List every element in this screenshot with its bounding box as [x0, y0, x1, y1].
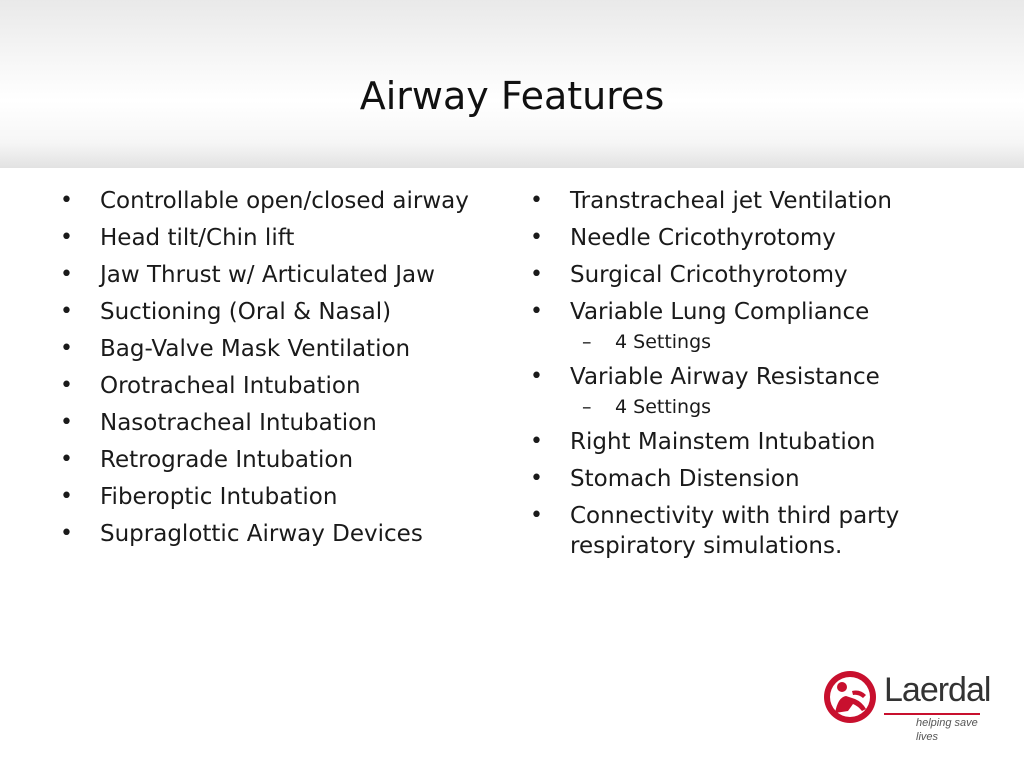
title-banner	[0, 0, 1024, 168]
logo-wordmark: Laerdal	[884, 671, 991, 709]
bullet-text: Head tilt/Chin lift	[100, 225, 295, 251]
bullet-item	[60, 371, 500, 401]
bullet-item	[60, 519, 500, 549]
bullet-icon: •	[530, 364, 543, 389]
laerdal-logo	[822, 665, 991, 743]
dash-icon: –	[582, 331, 592, 353]
bullet-item	[60, 408, 500, 438]
bullet-text: Suctioning (Oral & Nasal)	[100, 299, 392, 325]
bullet-text: Supraglottic Airway Devices	[100, 521, 423, 547]
slide-title: Airway Features	[359, 74, 665, 118]
bullet-item	[60, 260, 500, 290]
bullet-text: Fiberoptic Intubation	[100, 484, 338, 510]
bullet-text: Transtracheal jet Ventilation	[570, 188, 893, 214]
laerdal-emblem-icon	[822, 669, 878, 725]
bullet-item	[530, 501, 970, 561]
bullet-icon: •	[60, 410, 73, 435]
bullet-item	[530, 223, 970, 253]
bullet-item	[60, 482, 500, 512]
bullet-item	[530, 297, 970, 355]
bullet-item	[60, 334, 500, 364]
bullet-item	[60, 223, 500, 253]
bullet-icon: •	[530, 225, 543, 250]
sub-bullet-list	[570, 394, 970, 420]
bullet-icon: •	[530, 299, 543, 324]
bullet-text: Surgical Cricothyrotomy	[570, 262, 848, 288]
sub-bullet-text: 4 Settings	[615, 331, 712, 353]
bullet-text: Jaw Thrust w/ Articulated Jaw	[100, 262, 435, 288]
bullet-icon: •	[530, 188, 543, 213]
bullet-icon: •	[60, 299, 73, 324]
bullet-text: Orotracheal Intubation	[100, 373, 361, 399]
bullet-icon: •	[530, 429, 543, 454]
bullet-text: Connectivity with third party respiratory simulations.	[570, 503, 900, 559]
bullet-icon: •	[60, 262, 73, 287]
logo-tagline: helping save lives	[916, 717, 978, 743]
logo-rule	[884, 713, 980, 715]
sub-bullet-item	[570, 329, 970, 355]
bullet-item	[530, 427, 970, 457]
bullet-icon: •	[530, 503, 543, 528]
bullet-icon: •	[60, 521, 73, 546]
bullet-item	[530, 464, 970, 494]
bullet-icon: •	[530, 262, 543, 287]
dash-icon: –	[582, 396, 592, 418]
bullet-icon: •	[530, 466, 543, 491]
bullet-text: Variable Lung Compliance	[570, 299, 870, 325]
sub-bullet-text: 4 Settings	[615, 396, 712, 418]
bullet-item	[60, 186, 500, 216]
bullet-text: Bag-Valve Mask Ventilation	[100, 336, 411, 362]
bullet-icon: •	[60, 336, 73, 361]
bullet-text: Needle Cricothyrotomy	[570, 225, 836, 251]
bullet-icon: •	[60, 373, 73, 398]
left-bullet-list	[60, 186, 500, 556]
bullet-text: Retrograde Intubation	[100, 447, 354, 473]
sub-bullet-list	[570, 329, 970, 355]
bullet-item	[60, 445, 500, 475]
right-bullet-list	[530, 186, 970, 568]
bullet-icon: •	[60, 484, 73, 509]
bullet-text: Right Mainstem Intubation	[570, 429, 876, 455]
bullet-icon: •	[60, 188, 73, 213]
bullet-item	[530, 362, 970, 420]
bullet-text: Stomach Distension	[570, 466, 800, 492]
bullet-icon: •	[60, 225, 73, 250]
bullet-item	[530, 260, 970, 290]
bullet-item	[60, 297, 500, 327]
bullet-text: Variable Airway Resistance	[570, 364, 880, 390]
bullet-icon: •	[60, 447, 73, 472]
bullet-item	[530, 186, 970, 216]
sub-bullet-item	[570, 394, 970, 420]
bullet-text: Controllable open/closed airway	[100, 188, 469, 214]
bullet-text: Nasotracheal Intubation	[100, 410, 377, 436]
